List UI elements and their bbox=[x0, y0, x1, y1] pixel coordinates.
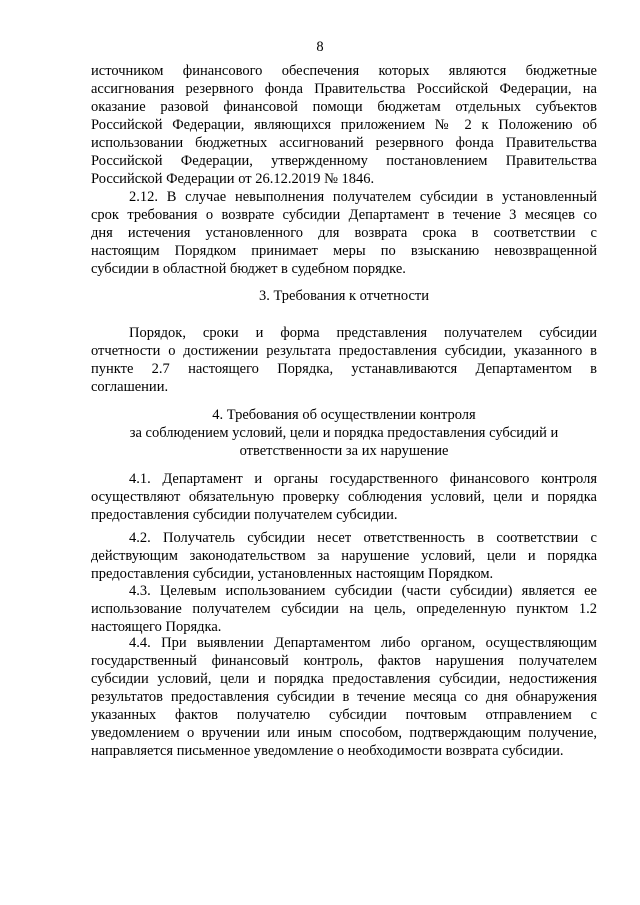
text-line: предоставления субсидии получателем субсидии. bbox=[91, 507, 398, 523]
text-line: Российской Федерации, утвержденному постановлением Правительства bbox=[91, 153, 597, 169]
text-line: Российской Федерации, являющихся приложением № 2 к Положению об bbox=[91, 117, 597, 133]
text-line: Порядок, сроки и форма представления получателем субсидии bbox=[129, 325, 597, 341]
text-line: соглашении. bbox=[91, 379, 169, 395]
text-line: настоящим Порядком принимает меры по взысканию невозвращенной bbox=[91, 243, 597, 259]
text-line: Российской Федерации от 26.12.2019 № 1846. bbox=[91, 171, 375, 187]
text-line: субсидии условий, цели и порядка предоставления субсидии, недостижения bbox=[91, 671, 597, 687]
text-line: 4.3. Целевым использованием субсидии (части субсидии) является ее bbox=[129, 583, 597, 599]
page-number: 8 bbox=[316, 39, 324, 55]
text-line: дня истечения установленного для возврата срока в соответствии с bbox=[91, 225, 597, 241]
text-line: осуществляют обязательную проверку соблюдения условий, цели и порядка bbox=[91, 489, 597, 505]
section-title: 3. Требования к отчетности bbox=[258, 288, 430, 304]
text-line: субсидии в областной бюджет в судебном порядке. bbox=[91, 261, 406, 277]
section-4-heading bbox=[91, 406, 597, 460]
paragraph-4-4 bbox=[91, 634, 597, 760]
text-line: 4.2. Получатель субсидии несет ответственность в соответствии с bbox=[129, 530, 597, 546]
text-line: указанных фактов получателю субсидии почтовым отправлением с bbox=[91, 707, 597, 723]
section-3-heading bbox=[91, 287, 597, 305]
text-line: отчетности о достижении результата предоставления субсидии, указанного в bbox=[91, 343, 597, 359]
text-line: уведомлением о вручении или иным способом, подтверждающим получение, bbox=[91, 725, 597, 741]
text-line: 4.1. Департамент и органы государственного финансового контроля bbox=[129, 471, 597, 487]
paragraph-continuation bbox=[91, 62, 597, 188]
text-line: настоящего Порядка. bbox=[91, 619, 222, 635]
text-line: ассигнования резервного фонда Правительства Российской Федерации, на bbox=[91, 81, 597, 97]
text-line: 2.12. В случае невыполнения получателем субсидии в установленный bbox=[129, 189, 597, 205]
paragraph-4-1 bbox=[91, 470, 597, 524]
paragraph-2-12 bbox=[91, 188, 597, 278]
text-line: предоставления субсидии, установленных настоящим Порядком. bbox=[91, 566, 494, 582]
text-line: пункте 2.7 настоящего Порядка, устанавливаются Департаментом в bbox=[91, 361, 597, 377]
section-title-line: за соблюдением условий, цели и порядка предоставления субсидий и bbox=[129, 425, 559, 441]
text-line: использовании бюджетных ассигнований резервного фонда Правительства bbox=[91, 135, 597, 151]
text-line: 4.4. При выявлении Департаментом либо органом, осуществляющим bbox=[129, 635, 597, 651]
paragraph-4-3 bbox=[91, 582, 597, 636]
text-line: действующим законодательством за нарушение условий, цели и порядка bbox=[91, 548, 597, 564]
text-line: использование получателем субсидии на цель, определенную пунктом 1.2 bbox=[91, 601, 597, 617]
section-title-line: ответственности за их нарушение bbox=[239, 443, 449, 459]
text-line: срок требования о возврате субсидии Департамент в течение 3 месяцев со bbox=[91, 207, 597, 223]
text-line: источником финансового обеспечения которых являются бюджетные bbox=[91, 63, 597, 79]
text-line: направляется письменное уведомление о необходимости возврата субсидии. bbox=[91, 743, 564, 759]
text-line: государственный финансовый контроль, фактов нарушения получателем bbox=[91, 653, 597, 669]
section-title-line: 4. Требования об осуществлении контроля bbox=[212, 407, 476, 423]
paragraph-4-2 bbox=[91, 529, 597, 583]
text-line: оказание разовой финансовой помощи бюджетам отдельных субъектов bbox=[91, 99, 597, 115]
text-line: результатов предоставления субсидии в течение месяца со дня обнаружения bbox=[91, 689, 597, 705]
paragraph-3 bbox=[91, 324, 597, 396]
